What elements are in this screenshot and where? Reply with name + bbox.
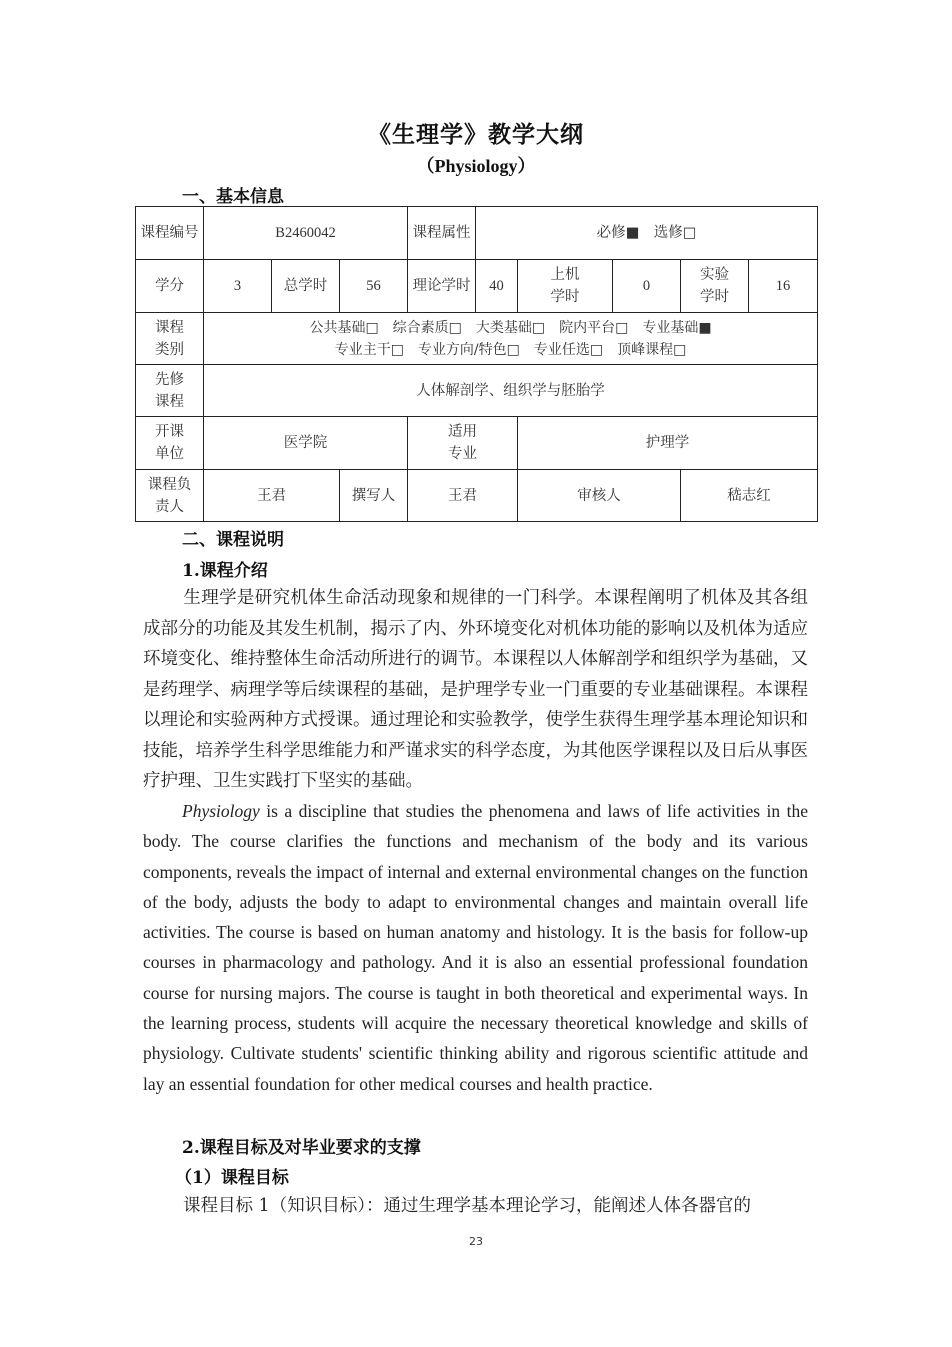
leader-label: [136, 470, 204, 522]
goal-1-text: 课程目标 1（知识目标）：通过生理学基本理论学习，能阐述人体各器官的: [183, 1196, 751, 1216]
table-row: [136, 207, 818, 260]
document-subtitle: （Physiology）: [416, 156, 536, 176]
theory-hours-label: 理论学时: [408, 260, 476, 313]
document-title: 《生理学》教学大纲: [368, 121, 584, 148]
unit-label: [136, 417, 204, 470]
intro-chinese-text: 生理学是研究机体生命活动现象和规律的一门科学。本课程阐明了机体及其各组成部分的功能及其发生机制，揭示了内、外环境变化对机体功能的影响以及机体为适应环境变化、维持整体生命活动所进行的调节。本课程以人体解剖学和组织学为基础，又是药理学、病理学等后续课程的基础，是护理学专业一门重要的专业基础课程。本课程以理论和实验两种方式授课。通过理论和实验教学，使学生获得生理学基本理论知识和技能，培养学生科学思维能力和严谨求实的科学态度，为其他医学课程以及日后从事医疗护理、卫生实践打下坚实的基础。: [143, 588, 808, 791]
credit-value: 3: [204, 260, 272, 313]
prereq-label-text: 先修课程: [155, 371, 184, 410]
reviewer-label: 审核人: [518, 470, 681, 522]
prereq-label: [136, 365, 204, 417]
writer-value: 王君: [408, 470, 518, 522]
computer-hours-label-text: 上机学时: [550, 267, 580, 305]
table-row: [136, 365, 818, 417]
lab-hours-label: [681, 260, 749, 313]
heading-course-intro: 1.课程介绍: [182, 561, 268, 581]
course-category-line-2: 专业主干□ 专业方向/特色□ 专业任选□ 顶峰课程□: [334, 341, 687, 358]
intro-english-paragraph: [143, 796, 808, 1099]
total-hours-label: 总学时: [272, 260, 340, 313]
leader-label-text: 课程负责人: [147, 476, 192, 515]
course-category-label: [136, 313, 204, 365]
course-category-label-text: 课程类别: [155, 319, 184, 358]
computer-hours-value: 0: [613, 260, 681, 313]
course-category-line-1: 公共基础□ 综合素质□ 大类基础□ 院内平台□ 专业基础■: [309, 319, 712, 336]
course-code-value: B2460042: [204, 207, 408, 260]
heading-course-goals: 2.课程目标及对毕业要求的支撑: [182, 1138, 421, 1158]
table-row: [136, 313, 818, 365]
lab-hours-value: 16: [749, 260, 818, 313]
course-attr-label: 课程属性: [408, 207, 476, 260]
unit-label-text: 开课单位: [155, 424, 184, 462]
writer-label: 撰写人: [340, 470, 408, 522]
page-number: 23: [469, 1235, 483, 1248]
major-label-text: 适用专业: [448, 424, 478, 462]
major-label: [408, 417, 518, 470]
credit-label: 学分: [136, 260, 204, 313]
unit-value: 医学院: [204, 417, 408, 470]
heading-course-goals-sub: （1）课程目标: [175, 1168, 289, 1188]
computer-hours-label: [518, 260, 613, 313]
table-row: [136, 470, 818, 522]
basic-info-table: [135, 206, 818, 522]
total-hours-value: 56: [340, 260, 408, 313]
lab-hours-label-text: 实验学时: [700, 267, 730, 305]
major-value: 护理学: [518, 417, 818, 470]
course-category-value: [204, 313, 818, 365]
section-heading-course-desc: 二、课程说明: [182, 530, 284, 550]
intro-english-italic: Physiology: [182, 801, 260, 821]
section-heading-basic-info: 一、基本信息: [182, 187, 284, 207]
course-attr-value: 必修■ 选修□: [476, 207, 818, 260]
table-row: [136, 260, 818, 313]
goal-1-paragraph: [143, 1191, 808, 1222]
table-row: [136, 417, 818, 470]
prereq-value: 人体解剖学、组织学与胚胎学: [204, 365, 818, 417]
theory-hours-value: 40: [476, 260, 518, 313]
leader-value: 王君: [204, 470, 340, 522]
intro-english-text: is a discipline that studies the phenomena and laws of life activities in the body. The course clarifies the functions and mechanism of the body and its various components, reveals the impact of internal and external environmental changes on the function of the body, adjusts the body to adapt to environmental changes and maintain overall life activities. The course is based on human anatomy and histology. It is the basis for follow-up courses in pharmacology and pathology. And it is also an essential professional foundation course for nursing majors. The course is taught in both theoretical and experimental ways. In the learning process, students will acquire the necessary theoretical knowledge and skills of physiology. Cultivate students' scientific thinking ability and rigorous scientific attitude and lay an essential foundation for other medical courses and health practice.: [143, 801, 808, 1094]
reviewer-value: 嵇志红: [681, 470, 818, 522]
course-code-label: 课程编号: [136, 207, 204, 260]
intro-chinese-paragraph: [143, 583, 808, 797]
